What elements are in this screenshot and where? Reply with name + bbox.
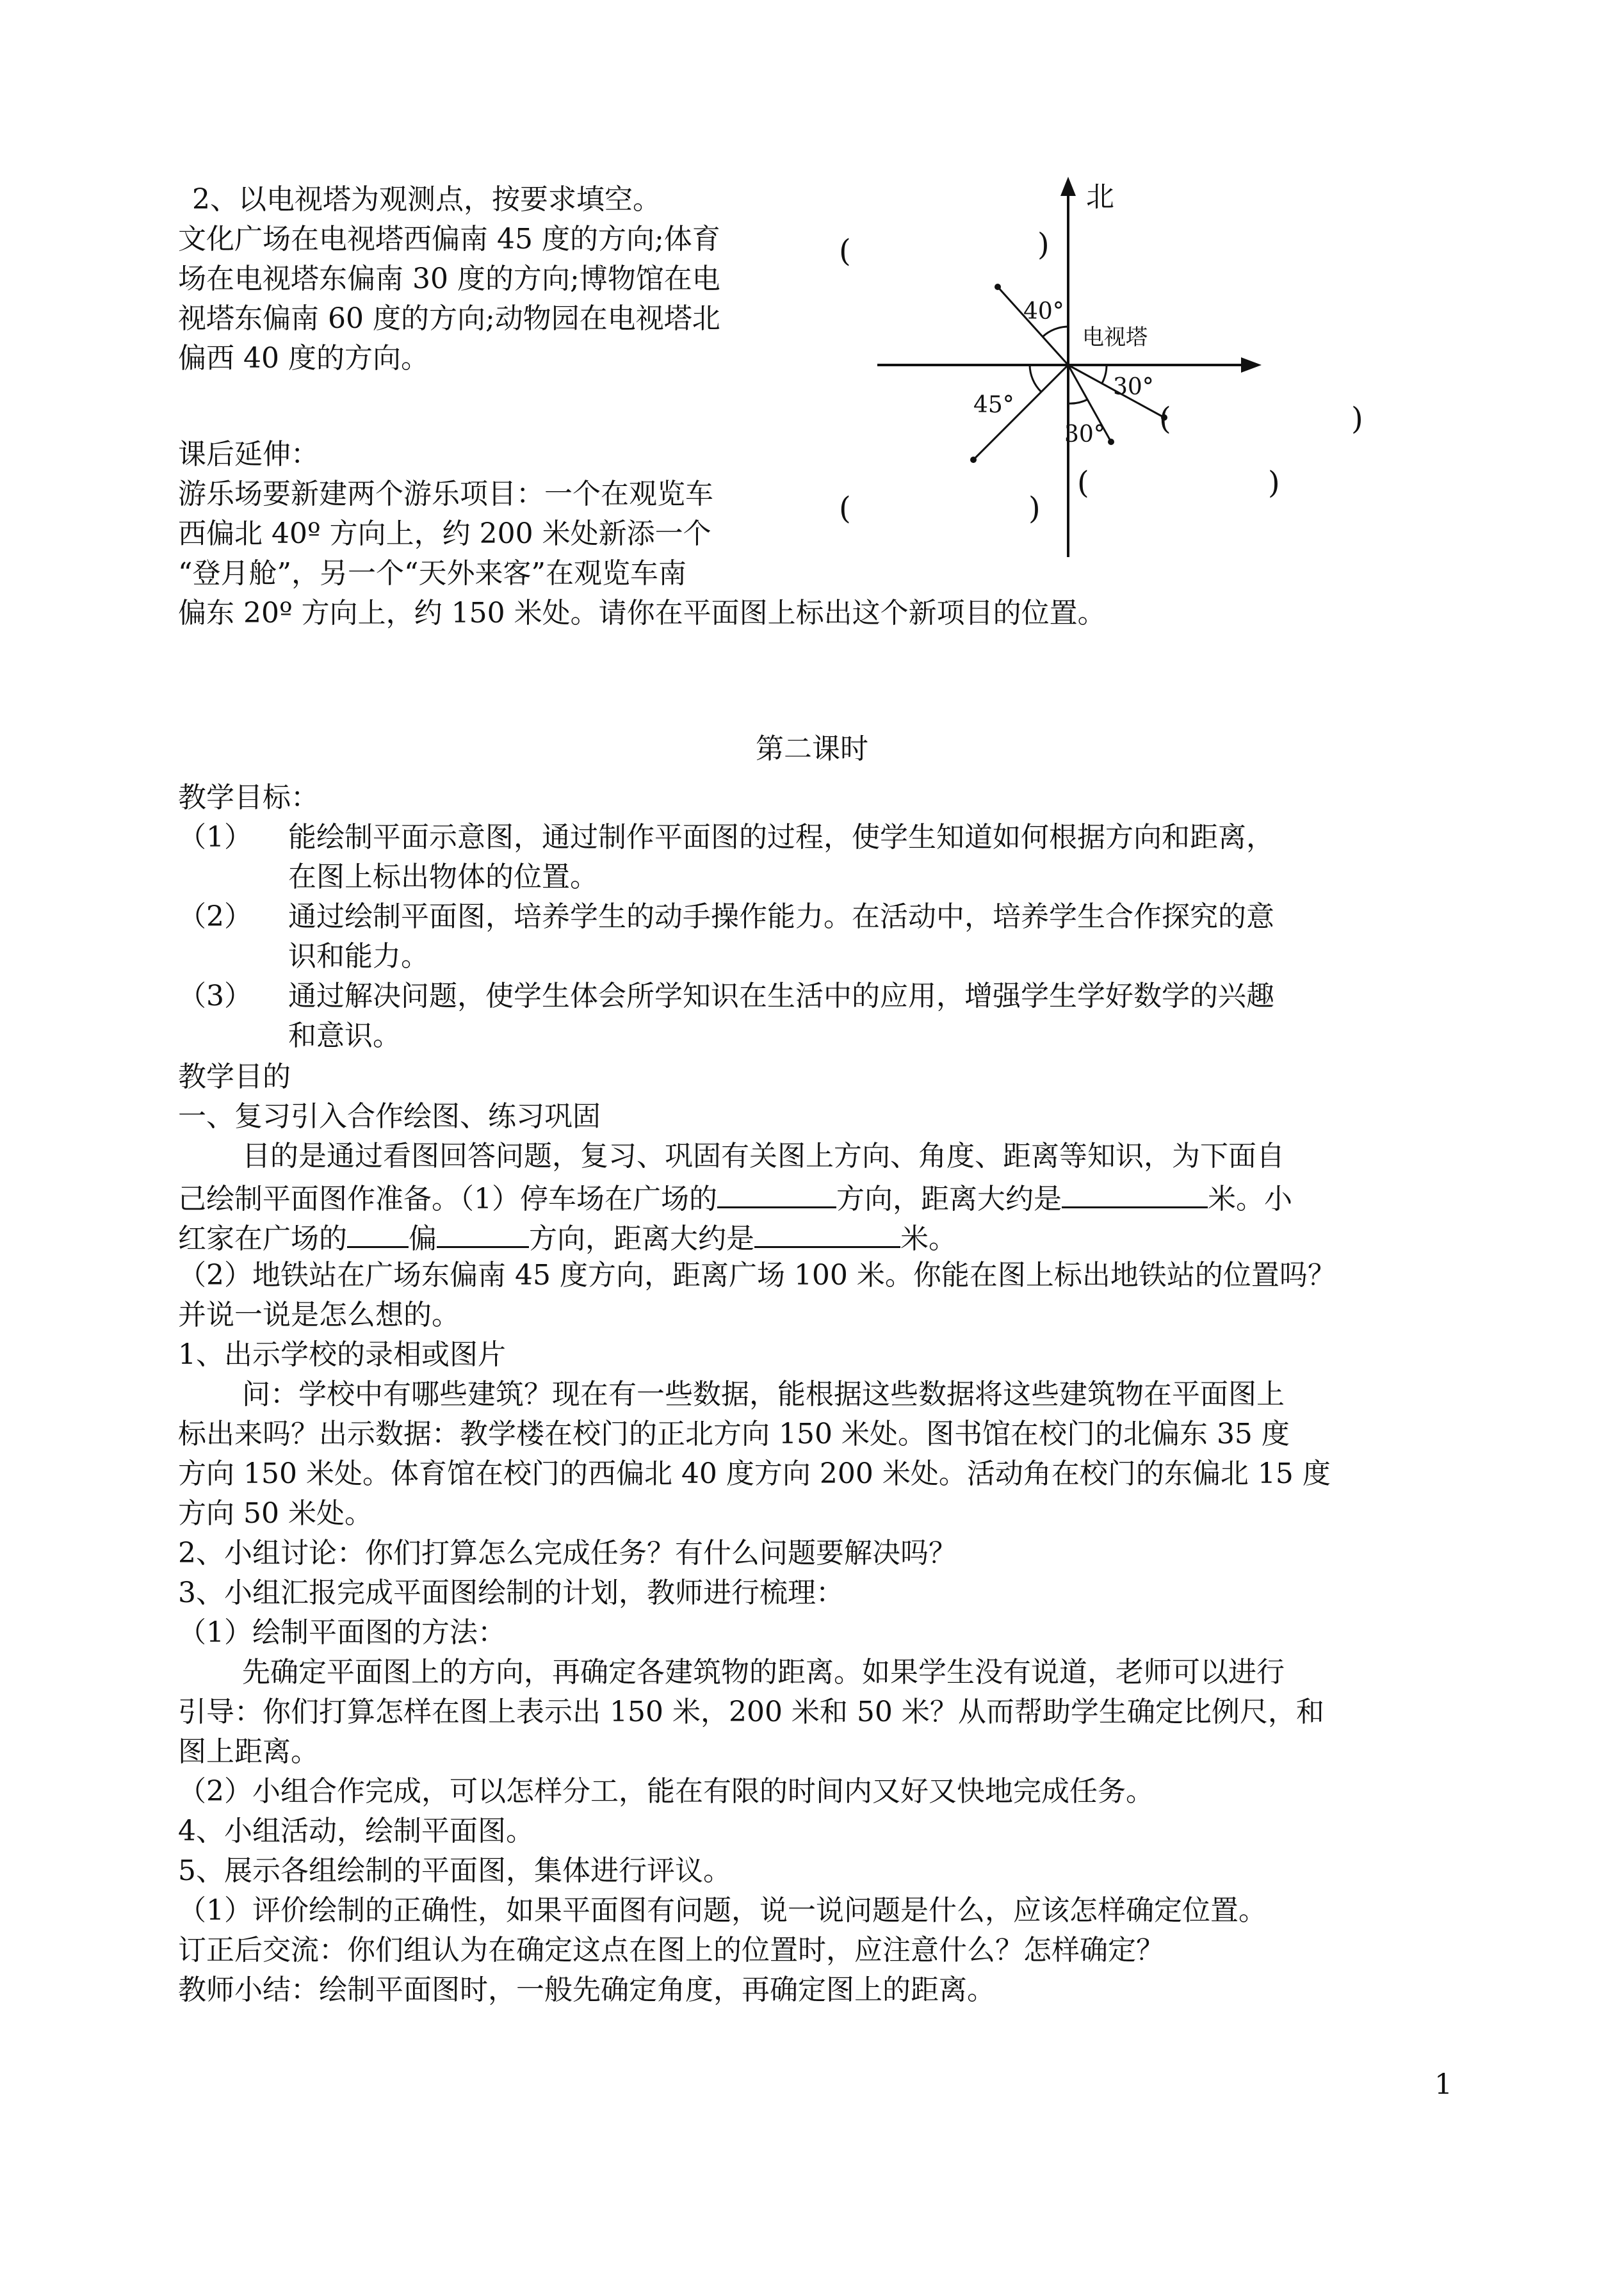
goal-number: （2）: [178, 900, 252, 933]
step-1-line: 方向 50 米处。: [178, 1497, 373, 1530]
part1-question-cont: 并说一说是怎么想的。: [178, 1299, 460, 1331]
question-line-2: 场在电视塔东偏南 30 度的方向;博物馆在电: [178, 263, 720, 295]
part1-text: 偏: [409, 1222, 437, 1255]
step-4: 4、小组活动，绘制平面图。: [178, 1815, 534, 1847]
extension-title: 课后延伸：: [178, 438, 319, 471]
extension-line-2: 西偏北 40º 方向上，约 200 米处新添一个: [178, 517, 711, 550]
part1-text: 己绘制平面图作准备。（1）停车场在广场的: [178, 1183, 717, 1215]
part1-paragraph: 目的是通过看图回答问题，复习、巩固有关图上方向、角度、距离等知识，为下面自: [242, 1140, 1285, 1172]
purpose-title: 教学目的: [178, 1060, 291, 1093]
goal-line: 通过解决问题，使学生体会所学知识在生活中的应用，增强学生学好数学的兴趣: [288, 980, 1274, 1012]
step-3-line: 引导：你们打算怎样在图上表示出 150 米，200 米和 50 米？从而帮助学生确定比例尺，和: [178, 1696, 1324, 1728]
part1-title: 一、复习引入合作绘图、练习巩固: [178, 1100, 601, 1133]
step-1-line: 问：学校中有哪些建筑？现在有一些数据，能根据这些数据将这些建筑物在平面图上: [242, 1378, 1285, 1411]
answer-paren-open: (: [1159, 401, 1171, 437]
question-line-1: 文化广场在电视塔西偏南 45 度的方向;体育: [178, 223, 720, 255]
goal-line: 通过绘制平面图，培养学生的动手操作能力。在活动中，培养学生合作探究的意: [288, 900, 1274, 933]
step-5-line: （1）评价绘制的正确性，如果平面图有问题，说一说问题是什么，应该怎样确定位置。: [178, 1894, 1267, 1927]
angle-arc-45: [1030, 365, 1041, 392]
answer-paren-open: (: [839, 491, 851, 526]
step-5-line: 教师小结：绘制平面图时，一般先确定角度，再确定图上的距离。: [178, 1974, 995, 2006]
fill-blank[interactable]: [347, 1217, 409, 1248]
step-5: 5、展示各组绘制的平面图，集体进行评议。: [178, 1854, 731, 1887]
part1-question: （2）地铁站在广场东偏南 45 度方向，距离广场 100 米。你能在图上标出地铁站的位置吗？: [178, 1259, 1336, 1292]
step-1-line: 方向 150 米处。体育馆在校门的西偏北 40 度方向 200 米处。活动角在校门的东偏北 15 度: [178, 1457, 1331, 1490]
museum-point: [1108, 439, 1114, 445]
goal-line: 识和能力。: [288, 940, 429, 973]
angle-label-45: 45°: [973, 392, 1014, 418]
step-3-sub-2: （2）小组合作完成，可以怎样分工，能在有限的时间内又好又快地完成任务。: [178, 1775, 1154, 1808]
goal-line: 和意识。: [288, 1019, 401, 1052]
direction-diagram: [826, 173, 1396, 570]
step-3: 3、小组汇报完成平面图绘制的计划，教师进行梳理：: [178, 1577, 844, 1609]
east-arrow-icon: [1241, 357, 1262, 373]
angle-label-30-south: 30°: [1064, 421, 1105, 448]
answer-paren-open: (: [839, 233, 851, 269]
angle-label-30-east: 30°: [1113, 374, 1154, 400]
step-3-sub-1: （1）绘制平面图的方法：: [178, 1616, 506, 1649]
step-1-line: 标出来吗？出示数据：教学楼在校门的正北方向 150 米处。图书馆在校门的北偏东 35 度: [178, 1418, 1290, 1450]
goals-title: 教学目标：: [178, 781, 319, 814]
part1-text: 红家在广场的: [178, 1222, 347, 1255]
answer-paren-open: (: [1077, 465, 1089, 501]
question-line-3: 视塔东偏南 60 度的方向;动物园在电视塔北: [178, 302, 720, 335]
angle-arc-30-south: [1068, 400, 1087, 403]
part1-text: 方向，距离大约是: [529, 1222, 754, 1255]
fill-blank[interactable]: [437, 1217, 529, 1248]
angle-arc-40: [1043, 327, 1068, 337]
fill-blank[interactable]: [754, 1217, 900, 1248]
part1-fill-line-2: [178, 1217, 957, 1258]
north-arrow-icon: [1060, 177, 1076, 196]
extension-line-1: 游乐场要新建两个游乐项目：一个在观览车: [178, 478, 713, 510]
extension-line-4: 偏东 20º 方向上，约 150 米处。请你在平面图上标出这个新项目的位置。: [178, 597, 1106, 629]
step-2: 2、小组讨论：你们打算怎么完成任务？有什么问题要解决吗？: [178, 1537, 957, 1569]
extension-line-3: “登月舱”，另一个“天外来客”在观览车南: [178, 557, 686, 590]
part1-text: 方向，距离大约是: [836, 1183, 1062, 1215]
part1-fill-line-1: [178, 1177, 1292, 1219]
part1-text: 米。: [900, 1222, 957, 1255]
step-5-line: 订正后交流：你们组认为在确定这点在图上的位置时，应注意什么？怎样确定？: [178, 1934, 1164, 1967]
answer-paren-close: ): [1351, 401, 1363, 437]
page-number: 1: [1434, 2068, 1452, 2101]
center-label: 电视塔: [1082, 325, 1148, 350]
question-line-4: 偏西 40 度的方向。: [178, 342, 429, 375]
angle-arc-30-east: [1101, 365, 1107, 384]
goal-number: （3）: [178, 980, 252, 1012]
step-3-line: 先确定平面图上的方向，再确定各建筑物的距离。如果学生没有说道，老师可以进行: [242, 1656, 1285, 1689]
fill-blank[interactable]: [1062, 1177, 1208, 1208]
goal-line: 在图上标出物体的位置。: [288, 861, 598, 893]
north-label: 北: [1086, 181, 1114, 213]
goal-number: （1）: [178, 821, 252, 854]
step-3-line: 图上距离。: [178, 1735, 319, 1768]
lesson-title: 第二课时: [756, 733, 868, 765]
answer-paren-close: ): [1268, 465, 1280, 501]
part1-text: 米。小: [1208, 1183, 1292, 1215]
culture-square-point: [970, 457, 977, 463]
angle-label-40: 40°: [1023, 298, 1064, 325]
zoo-point: [995, 284, 1001, 290]
goal-line: 能绘制平面示意图，通过制作平面图的过程，使学生知道如何根据方向和距离，: [288, 821, 1274, 854]
step-1: 1、出示学校的录相或图片: [178, 1338, 506, 1371]
answer-paren-close: ): [1028, 491, 1041, 526]
answer-paren-close: ): [1037, 227, 1050, 263]
fill-blank[interactable]: [717, 1177, 836, 1208]
question-heading: 2、以电视塔为观测点，按要求填空。: [192, 183, 661, 216]
